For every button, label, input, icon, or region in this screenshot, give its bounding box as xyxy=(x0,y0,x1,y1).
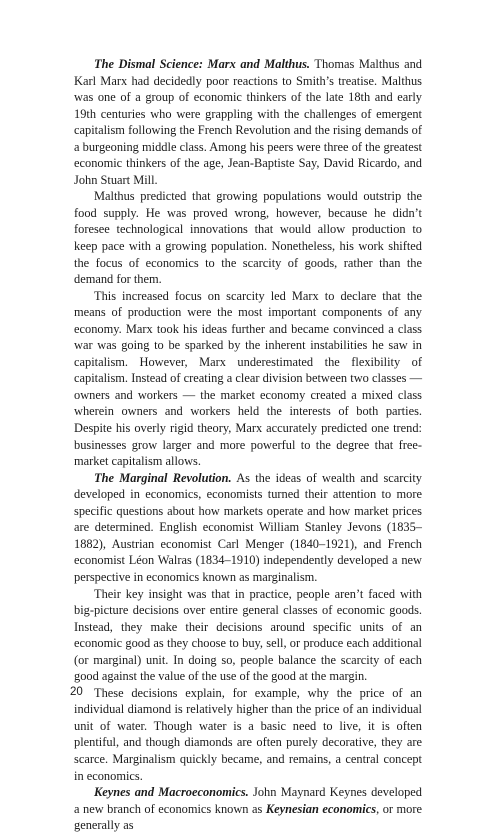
paragraph-text: , or more generally as xyxy=(74,801,422,833)
paragraph-malthus-prediction: Malthus predicted that growing populations would outstrip the food supply. He was proved wrong, however, because he didn’t foresee technological innovations that would allow production to keep pace with a growing population. Nonetheless, his work shifted the focus of economics to the scarcity of goods, rather than the demand for them. xyxy=(74,189,422,287)
paragraph-text: As the ideas of wealth and scarcity developed in economics, economists turned their attention to more specific questions about how markets operate and how market prices are determined. English economist William Stanley Jevons (1835–1882), Austrian economist Carl Menger (1840–1921), and French economist Léon Walras (1834–1910) independently developed a new perspective in economics known as marginalism. xyxy=(74,470,423,584)
section-heading-dismal-science: The Dismal Science: Marx and Malthus. xyxy=(94,57,311,71)
paragraph-text: John Maynard Keynes developed a new branch of economics known as xyxy=(74,785,423,816)
section-heading-marginal-revolution: The Marginal Revolution. xyxy=(94,470,232,485)
section-heading-keynes: Keynes and Macroeconomics. xyxy=(94,785,249,800)
paragraph-keynes-intro xyxy=(74,784,422,834)
body-text xyxy=(74,56,422,834)
paragraph-diamond-water: These decisions explain, for example, why the price of an individual diamond is relatively higher than the price of an individual unit of water. Though water is a basic need to live, it is often plentiful, and though diamonds are often purely decorative, they are scarce. Marginalism quickly became, and remains, a central concept in economics. xyxy=(74,685,422,783)
key-term-keynesian-economics: Keynesian economics xyxy=(265,801,377,816)
page-number: 20 xyxy=(70,686,83,698)
paragraph-text: Thomas Malthus and Karl Marx had decidedly poor reactions to Smith’s treatise. Malthus was one of a group of economic thinkers of the late 18th and early 19th centuries who were grappling with the challenges of emergent capitalism following the French Revolution and the rising demands of a burgeoning middle class. Among his peers were three of the greatest economic thinkers of the age, Jean-Baptiste Say, David Ricardo, and John Stuart Mill. xyxy=(74,57,422,187)
paragraph-marginal-revolution-intro xyxy=(74,470,422,586)
paragraph-marginal-insight: Their key insight was that in practice, people aren’t faced with big-picture decisions over entire general classes of economic goods. Instead, they make their decisions around specific units of an economic good as they choose to buy, sell, or produce each additional (or marginal) unit. In doing so, people balance the scarcity of each good against the value of the use of the good at the margin. xyxy=(74,586,422,684)
paragraph-marx-scarcity: This increased focus on scarcity led Marx to declare that the means of production were the most important components of any economy. Marx took his ideas further and became convinced a class war was going to be sparked by the inherent instabilities he saw in capitalism. However, Marx underestimated the flexibility of capitalism. Instead of creating a clear division between two classes — owners and workers — the market economy created a mixed class wherein owners and workers held the interests of both parties. Despite his overly rigid theory, Marx accurately predicted one trend: businesses grow larger and more powerful to the degree that free-market capitalism allows. xyxy=(74,288,422,469)
paragraph-dismal-science-intro xyxy=(74,56,422,188)
